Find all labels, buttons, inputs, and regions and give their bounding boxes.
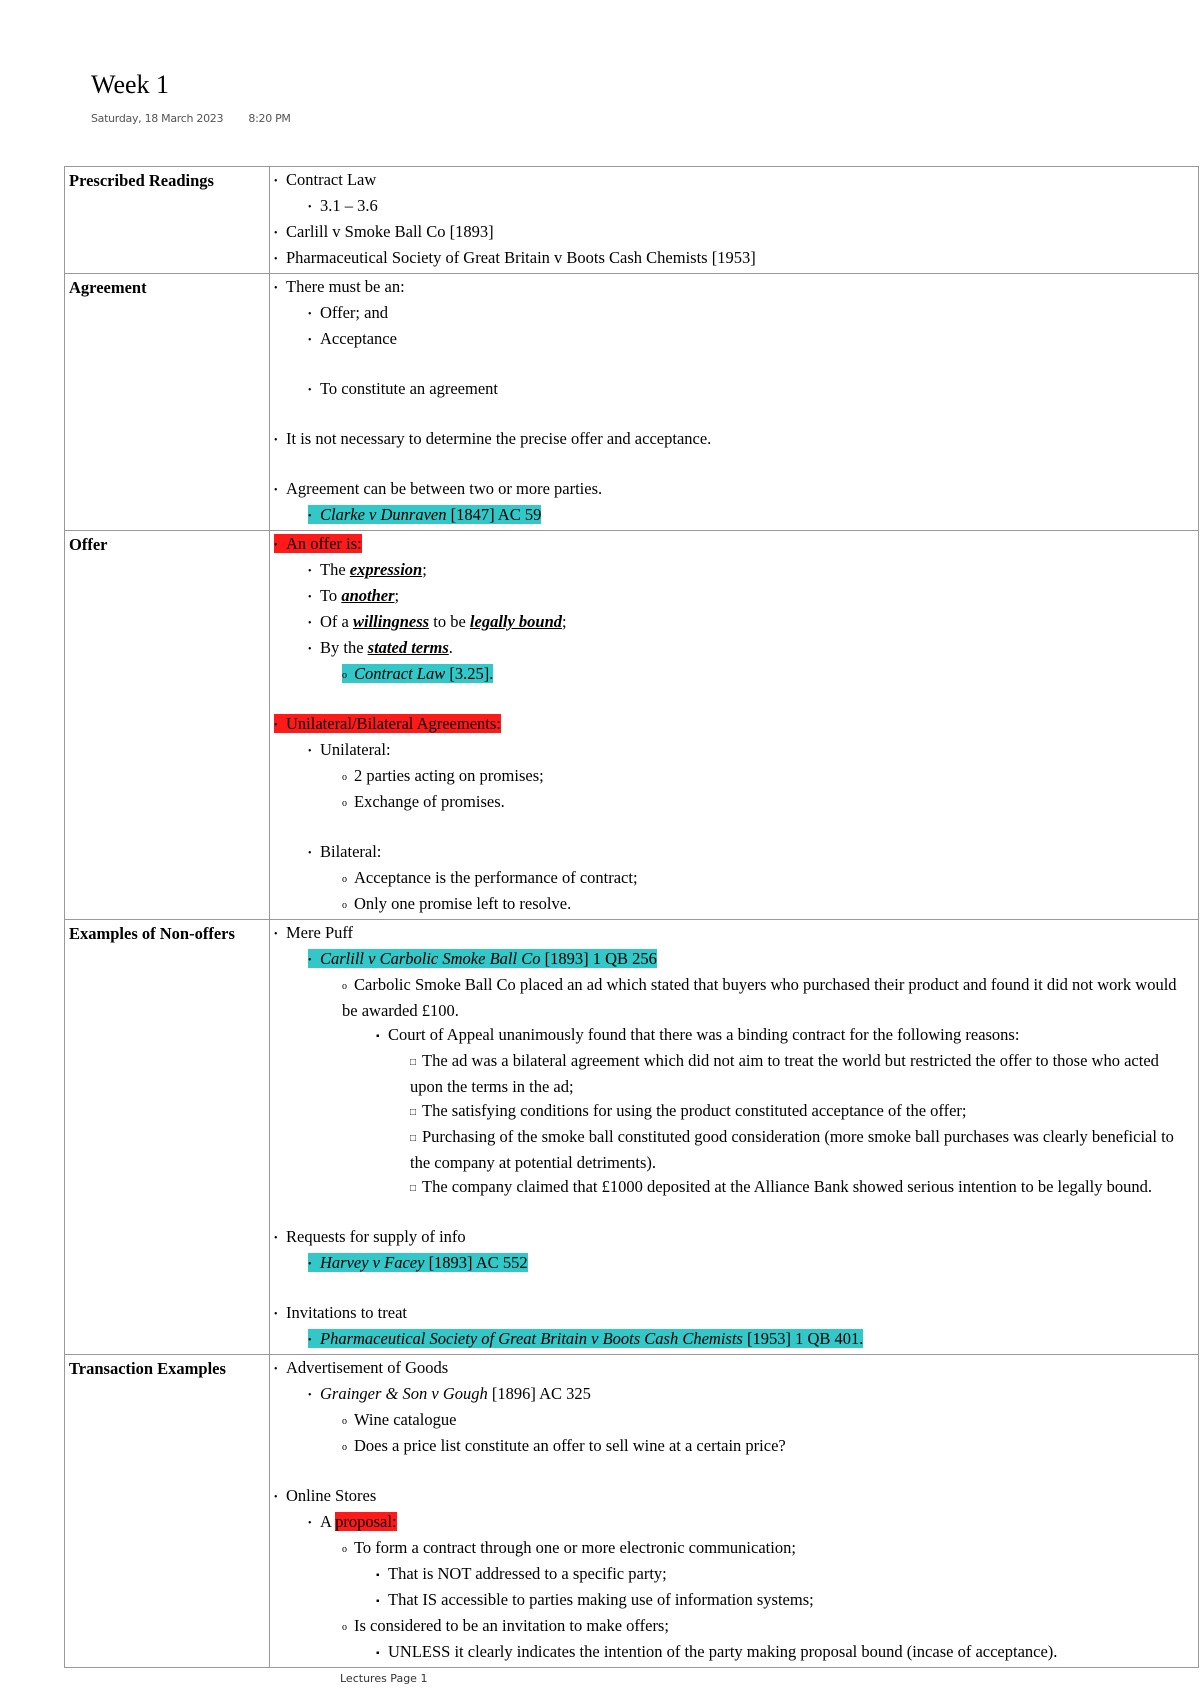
bullet-icon: o — [342, 798, 347, 809]
table-row — [65, 920, 1199, 1355]
blank-line — [274, 453, 1194, 477]
bullet-icon: o — [342, 900, 347, 911]
list-item — [274, 1614, 1194, 1640]
list-item-text: Carlill v Smoke Ball Co [1893] — [286, 222, 494, 241]
section-label: Agreement — [65, 274, 270, 531]
blank-line — [274, 816, 1194, 840]
list-item-text: Only one promise left to resolve. — [354, 894, 572, 913]
list-item — [274, 1408, 1194, 1434]
list-item — [274, 738, 1194, 764]
section-label: Transaction Examples — [65, 1355, 270, 1668]
bullet-icon: • — [274, 1492, 278, 1503]
list-item-text: ; — [422, 560, 427, 579]
bullet-icon: • — [274, 1233, 278, 1244]
list-item — [274, 840, 1194, 866]
section-content — [270, 167, 1199, 274]
list-item-text: Contract Law — [354, 664, 446, 683]
list-item-text: proposal: — [335, 1512, 397, 1531]
list-item-text: Grainger & Son v Gough — [320, 1384, 488, 1403]
list-item-text: [1896] AC 325 — [487, 1384, 591, 1403]
list-item — [274, 1640, 1194, 1666]
bullet-icon: o — [342, 1416, 347, 1427]
table-row — [65, 1355, 1199, 1668]
blank-line — [274, 353, 1194, 377]
bullet-icon: • — [308, 1518, 312, 1529]
list-item-text: ; — [394, 586, 400, 605]
list-item-text: To — [320, 586, 342, 605]
bullet-icon: • — [308, 511, 312, 522]
list-item-text: A — [320, 1512, 336, 1531]
bullet-icon: □ — [410, 1107, 417, 1118]
list-item-text: ; — [562, 612, 567, 631]
list-item-text: An offer is: — [286, 534, 362, 553]
list-item — [274, 764, 1194, 790]
bullet-icon: • — [274, 1309, 278, 1320]
list-item — [274, 790, 1194, 816]
bullet-icon: • — [308, 955, 312, 966]
list-item-text: Advertisement of Goods — [286, 1358, 449, 1377]
list-item-text: To form a contract through one or more electronic communication; — [354, 1538, 796, 1557]
section-content — [270, 1355, 1199, 1668]
bullet-icon: • — [308, 1390, 312, 1401]
bullet-icon: o — [342, 981, 347, 992]
bullet-icon: • — [274, 929, 278, 940]
list-item-text: willingness — [352, 612, 430, 631]
list-item-text: Exchange of promises. — [354, 792, 505, 811]
list-item-text: Bilateral: — [320, 842, 382, 861]
list-item — [274, 327, 1194, 353]
list-item — [274, 1327, 1194, 1353]
bullet-icon: ▪ — [376, 1648, 380, 1659]
list-item-text: 3.1 – 3.6 — [320, 196, 378, 215]
list-item — [274, 584, 1194, 610]
list-item-text: Wine catalogue — [354, 1410, 457, 1429]
bullet-icon: • — [274, 720, 278, 731]
section-label: Offer — [65, 531, 270, 920]
list-item — [274, 532, 1194, 558]
blank-line — [274, 1277, 1194, 1301]
list-item — [274, 246, 1194, 272]
blank-line — [274, 403, 1194, 427]
list-item-text: [1893] 1 QB 256 — [540, 949, 657, 968]
notes-table — [64, 166, 1199, 1668]
bullet-icon: • — [274, 485, 278, 496]
list-item — [274, 1434, 1194, 1460]
list-item-text: The ad was a bilateral agreement which did not aim to treat the world but restricted the offer to those who acted upon the terms in the ad; — [410, 1051, 1159, 1096]
list-item-text: [1847] AC 59 — [446, 505, 542, 524]
list-item — [274, 427, 1194, 453]
list-item — [274, 1225, 1194, 1251]
bullet-icon: • — [308, 309, 312, 320]
section-content — [270, 920, 1199, 1355]
list-item-text: Invitations to treat — [286, 1303, 407, 1322]
list-item-text: The satisfying conditions for using the product constituted acceptance of the offer; — [422, 1101, 967, 1120]
list-item — [274, 558, 1194, 584]
list-item — [274, 892, 1194, 918]
list-item-text: Mere Puff — [286, 923, 354, 942]
list-item — [274, 712, 1194, 738]
list-item-text: Does a price list constitute an offer to sell wine at a certain price? — [354, 1436, 786, 1455]
bullet-icon: • — [274, 283, 278, 294]
list-item — [274, 1301, 1194, 1327]
list-item-text: . — [448, 638, 453, 657]
list-item-text: [1893] AC 552 — [424, 1253, 528, 1272]
list-item — [274, 610, 1194, 636]
list-item-text: Unilateral: — [320, 740, 391, 759]
list-item-text: That IS accessible to parties making use of information systems; — [388, 1590, 814, 1609]
list-item — [274, 1049, 1194, 1099]
list-item-text: UNLESS it clearly indicates the intention of the party making proposal bound (incase of acceptance). — [388, 1642, 1058, 1661]
table-row — [65, 167, 1199, 274]
bullet-icon: • — [274, 254, 278, 265]
list-item-text: Of a — [320, 612, 353, 631]
list-item-text: [1953] 1 QB 401. — [742, 1329, 864, 1348]
list-item — [274, 1023, 1194, 1049]
bullet-icon: • — [274, 435, 278, 446]
list-item-text: [3.25]. — [445, 664, 494, 683]
list-item-text: Requests for supply of info — [286, 1227, 466, 1246]
bullet-icon: o — [342, 874, 347, 885]
list-item — [274, 220, 1194, 246]
list-item — [274, 1562, 1194, 1588]
list-item-text: Carlill v Carbolic Smoke Ball Co — [320, 949, 541, 968]
bullet-icon: • — [308, 566, 312, 577]
list-item — [274, 921, 1194, 947]
list-item-text: The — [320, 560, 350, 579]
bullet-icon: o — [342, 1622, 347, 1633]
page-timestamp — [91, 112, 313, 125]
bullet-icon: □ — [410, 1183, 417, 1194]
list-item-text: Is considered to be an invitation to make offers; — [354, 1616, 669, 1635]
list-item — [274, 301, 1194, 327]
bullet-icon: o — [342, 670, 347, 681]
page-title: Week 1 — [91, 70, 170, 99]
list-item-text: Contract Law — [286, 170, 377, 189]
list-item — [274, 947, 1194, 973]
list-item — [274, 973, 1194, 1023]
list-item-text: Acceptance — [320, 329, 397, 348]
bullet-icon: □ — [410, 1133, 417, 1144]
list-item — [274, 1536, 1194, 1562]
list-item-text: another — [341, 586, 395, 605]
bullet-icon: • — [274, 540, 278, 551]
bullet-icon: • — [308, 592, 312, 603]
table-row — [65, 274, 1199, 531]
list-item — [274, 1484, 1194, 1510]
bullet-icon: o — [342, 772, 347, 783]
list-item — [274, 636, 1194, 662]
list-item-text: The company claimed that £1000 deposited at the Alliance Bank showed serious intention to be legally bound. — [422, 1177, 1152, 1196]
list-item-text: Offer; and — [320, 303, 388, 322]
bullet-icon: • — [274, 1364, 278, 1375]
list-item-text: Clarke v Dunraven — [320, 505, 447, 524]
table-row — [65, 531, 1199, 920]
list-item-text: Carbolic Smoke Ball Co placed an ad which stated that buyers who purchased their product and found it did not work would be awarded £100. — [342, 975, 1177, 1020]
bullet-icon: • — [308, 746, 312, 757]
list-item-text: Court of Appeal unanimously found that there was a binding contract for the following reasons: — [388, 1025, 1020, 1044]
list-item-text: to be — [429, 612, 470, 631]
list-item-text: Online Stores — [286, 1486, 377, 1505]
bullet-icon: ▪ — [376, 1031, 380, 1042]
list-item — [274, 275, 1194, 301]
blank-line — [274, 688, 1194, 712]
bullet-icon: □ — [410, 1057, 417, 1068]
list-item — [274, 1382, 1194, 1408]
list-item-text: legally bound — [469, 612, 563, 631]
bullet-icon: • — [308, 618, 312, 629]
list-item — [274, 1251, 1194, 1277]
bullet-icon: • — [308, 202, 312, 213]
page-date: Saturday, 18 March 2023 — [91, 112, 224, 125]
list-item-text: That is NOT addressed to a specific party; — [388, 1564, 667, 1583]
list-item — [274, 1125, 1194, 1175]
list-item — [274, 503, 1194, 529]
list-item-text: Harvey v Facey — [320, 1253, 425, 1272]
page-time: 8:20 PM — [248, 112, 291, 125]
list-item-text: Purchasing of the smoke ball constituted good consideration (more smoke ball purchases was clearly beneficial to the company at potential detriments). — [410, 1127, 1174, 1172]
section-label: Prescribed Readings — [65, 167, 270, 274]
list-item-text: Pharmaceutical Society of Great Britain v Boots Cash Chemists [1953] — [286, 248, 756, 267]
bullet-icon: • — [274, 228, 278, 239]
bullet-icon: ▪ — [376, 1570, 380, 1581]
list-item-text: expression — [349, 560, 423, 579]
list-item — [274, 662, 1194, 688]
list-item-text: stated terms — [367, 638, 449, 657]
section-label: Examples of Non-offers — [65, 920, 270, 1355]
list-item — [274, 377, 1194, 403]
bullet-icon: • — [308, 848, 312, 859]
page-footer: Lectures Page 1 — [340, 1672, 428, 1685]
bullet-icon: • — [274, 176, 278, 187]
list-item-text: There must be an: — [286, 277, 405, 296]
section-content — [270, 531, 1199, 920]
list-item-text: To constitute an agreement — [320, 379, 498, 398]
list-item — [274, 1099, 1194, 1125]
list-item-text: It is not necessary to determine the precise offer and acceptance. — [286, 429, 712, 448]
list-item-text: Acceptance is the performance of contract; — [354, 868, 638, 887]
bullet-icon: o — [342, 1442, 347, 1453]
list-item — [274, 1588, 1194, 1614]
list-item — [274, 168, 1194, 194]
blank-line — [274, 1460, 1194, 1484]
bullet-icon: • — [308, 1335, 312, 1346]
list-item-text: Agreement can be between two or more parties. — [286, 479, 603, 498]
bullet-icon: • — [308, 385, 312, 396]
bullet-icon: ▪ — [376, 1596, 380, 1607]
list-item — [274, 477, 1194, 503]
section-content — [270, 274, 1199, 531]
list-item-text: Pharmaceutical Society of Great Britain v Boots Cash Chemists — [320, 1329, 743, 1348]
list-item — [274, 866, 1194, 892]
bullet-icon: • — [308, 644, 312, 655]
list-item-text: By the — [320, 638, 368, 657]
list-item — [274, 1175, 1194, 1201]
list-item-text: Unilateral/Bilateral Agreements: — [286, 714, 501, 733]
list-item — [274, 1510, 1194, 1536]
bullet-icon: • — [308, 1259, 312, 1270]
list-item — [274, 194, 1194, 220]
blank-line — [274, 1201, 1194, 1225]
bullet-icon: o — [342, 1544, 347, 1555]
bullet-icon: • — [308, 335, 312, 346]
list-item-text: 2 parties acting on promises; — [354, 766, 544, 785]
list-item — [274, 1356, 1194, 1382]
